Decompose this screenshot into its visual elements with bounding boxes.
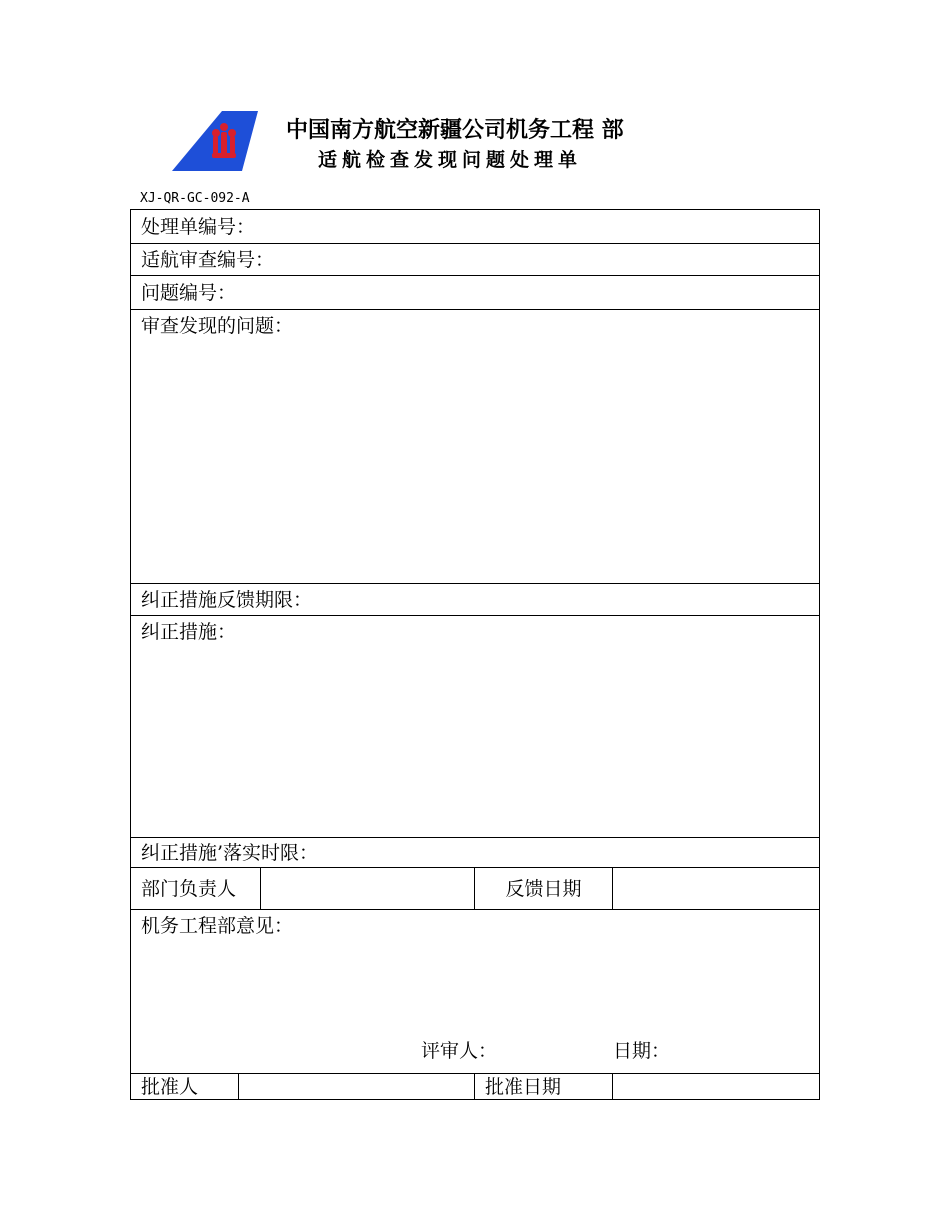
- row-audit-no: [131, 244, 820, 276]
- row-corrective-action: [131, 616, 820, 838]
- ticket-no-label: 处理单编号：: [141, 215, 256, 238]
- ticket-no-field[interactable]: [131, 210, 820, 244]
- issues-found-label: 审查发现的问题：: [141, 315, 294, 337]
- corrective-action-field[interactable]: [131, 616, 820, 838]
- approval-date-label-cell: [475, 1074, 613, 1100]
- document-code: XJ-QR-GC-092-A: [140, 191, 250, 206]
- approver-label-cell: [131, 1074, 239, 1100]
- implementation-deadline-field[interactable]: [131, 838, 820, 868]
- row-dept-head: [131, 868, 820, 910]
- engineering-opinion-field[interactable]: [131, 910, 820, 1074]
- feedback-date-label: 反馈日期: [505, 877, 582, 900]
- feedback-date-label-cell: [475, 868, 613, 910]
- row-implementation-deadline: [131, 838, 820, 868]
- engineering-opinion-label: 机务工程部意见：: [141, 915, 294, 937]
- corrective-action-label: 纠正措施：: [141, 621, 237, 643]
- form-title: 适航检查发现问题处理单: [318, 149, 583, 171]
- approval-date-label: 批准日期: [485, 1075, 562, 1098]
- china-southern-logo: [172, 111, 258, 171]
- audit-no-label: 适航审查编号：: [141, 248, 275, 271]
- row-engineering-opinion: [131, 910, 820, 1074]
- dept-head-label: 部门负责人: [141, 877, 237, 900]
- issue-no-label: 问题编号：: [141, 281, 237, 304]
- issue-handling-form: [130, 209, 820, 1100]
- approver-input[interactable]: [239, 1074, 475, 1100]
- approval-date-input[interactable]: [613, 1074, 820, 1100]
- feedback-deadline-label: 纠正措施反馈期限：: [141, 588, 313, 611]
- dept-head-input[interactable]: [261, 868, 475, 910]
- row-issue-no: [131, 276, 820, 310]
- row-feedback-deadline: [131, 584, 820, 616]
- issue-no-field[interactable]: [131, 276, 820, 310]
- row-issues-found: [131, 310, 820, 584]
- audit-no-field[interactable]: [131, 244, 820, 276]
- row-approval: [131, 1074, 820, 1100]
- feedback-date-input[interactable]: [613, 868, 820, 910]
- row-ticket-no: [131, 210, 820, 244]
- reviewer-label: 评审人：: [421, 1040, 498, 1062]
- implementation-deadline-label: 纠正措施’落实时限：: [141, 841, 319, 864]
- approver-label: 批准人: [141, 1075, 199, 1098]
- dept-head-label-cell: [131, 868, 261, 910]
- issues-found-field[interactable]: [131, 310, 820, 584]
- company-title: 中国南方航空新疆公司机务工程 部: [286, 118, 624, 143]
- feedback-deadline-field[interactable]: [131, 584, 820, 616]
- opinion-date-label: 日期：: [613, 1040, 671, 1062]
